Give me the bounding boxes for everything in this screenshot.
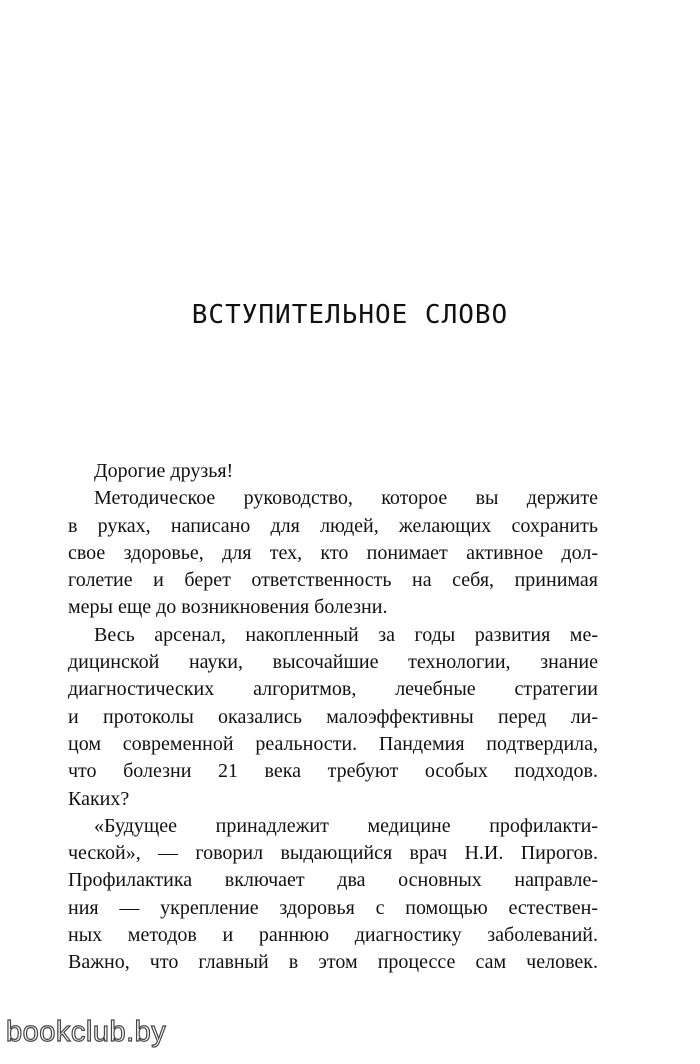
text-line: ния — укрепление здоровья с помощью естествен- (68, 896, 598, 919)
chapter-title: ВСТУПИТЕЛЬНОЕ СЛОВО (191, 300, 509, 330)
text-line: Важно, что главный в этом процессе сам человек. (68, 951, 598, 974)
text-line: Дорогие друзья! (94, 460, 234, 482)
body-text (68, 458, 598, 977)
text-line: что болезни 21 века требуют особых подходов. (68, 760, 598, 783)
text-line: и протоколы оказались малоэффективны перед ли- (68, 705, 598, 728)
text-line: цом современной реальности. Пандемия подтвердила, (68, 732, 598, 755)
text-line: Методическое руководство, которое вы держите (94, 487, 598, 510)
text-line: ческой», — говорил выдающийся врач Н.И. Пирогов. (68, 842, 598, 865)
watermark: bookclub.by (6, 1016, 167, 1048)
text-line: свое здоровье, для тех, кто понимает активное дол- (68, 541, 598, 564)
text-line: дицинской науки, высочайшие технологии, знание (68, 651, 598, 674)
text-line: диагностических алгоритмов, лечебные стратегии (68, 678, 598, 701)
text-line: Каких? (68, 787, 130, 810)
text-line: в руках, написано для людей, желающих сохранить (68, 514, 598, 537)
text-line: голетие и берет ответственность на себя, принимая (68, 569, 598, 592)
text-line: меры еще до возникновения болезни. (68, 596, 388, 619)
text-line: Весь арсенал, накопленный за годы развития ме- (94, 623, 598, 646)
text-line: Профилактика включает два основных направле- (68, 869, 598, 892)
text-line: «Будущее принадлежит медицине профилакти- (94, 814, 598, 837)
text-line: ных методов и раннюю диагностику заболеваний. (68, 924, 598, 947)
